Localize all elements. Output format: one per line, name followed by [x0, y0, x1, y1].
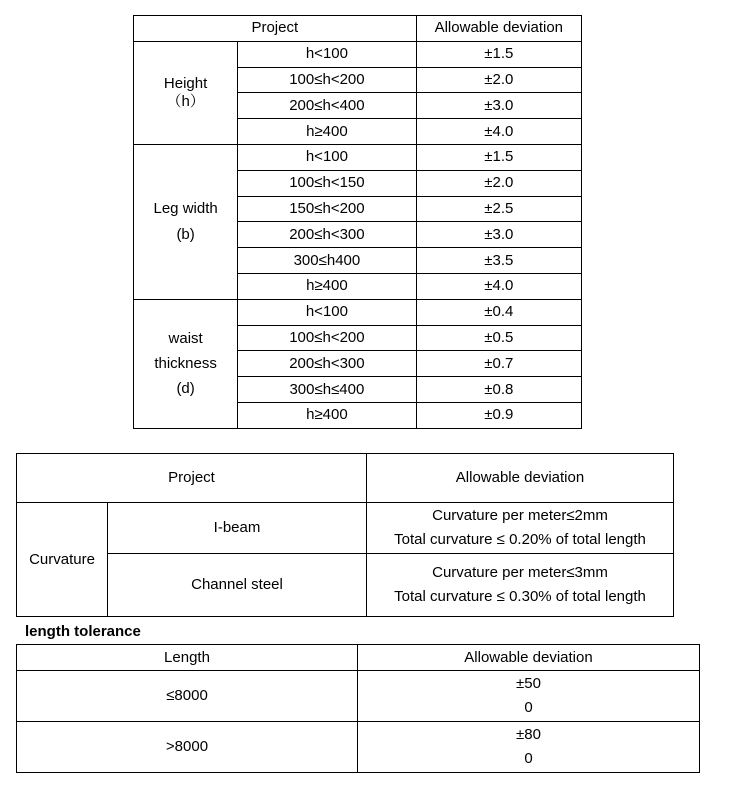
group-label-leg-width [134, 144, 238, 299]
table-row [17, 722, 700, 773]
deviation-lower-value: 0 [524, 699, 533, 716]
range-cell: 200≤h<300 [238, 351, 416, 377]
deviation-cell: ±2.5 [416, 196, 581, 222]
range-cell: h<100 [238, 41, 416, 67]
deviation-upper [358, 672, 699, 696]
range-cell: h<100 [238, 144, 416, 170]
deviation-cell: ±0.8 [416, 377, 581, 403]
table-row [17, 554, 674, 617]
header-project: Project [134, 16, 417, 42]
curvature-table [16, 453, 674, 617]
deviation-upper [358, 723, 699, 747]
group-label-line: （h） [166, 92, 205, 110]
deviation-upper-value: ±80 [516, 726, 541, 743]
header-deviation: Allowable deviation [358, 645, 700, 671]
deviation-cell: ±4.0 [416, 119, 581, 145]
range-cell: h≥400 [238, 119, 416, 145]
length-tolerance-table [16, 644, 700, 773]
deviation-line: Total curvature ≤ 0.20% of total length [394, 531, 646, 548]
group-label-line: (b) [176, 225, 195, 243]
deviation-line: Total curvature ≤ 0.30% of total length [394, 588, 646, 605]
group-label-line: Leg width [153, 199, 218, 217]
group-label-waist-thickness [134, 299, 238, 428]
table-row [134, 41, 582, 67]
deviation-cell [358, 671, 700, 722]
deviation-cell: ±0.4 [416, 299, 581, 325]
deviation-line: Curvature per meter≤3mm [432, 564, 608, 581]
range-cell: 200≤h<300 [238, 222, 416, 248]
range-cell: h≥400 [238, 273, 416, 299]
deviation-lower [358, 696, 699, 720]
range-cell: h≥400 [238, 402, 416, 428]
deviation-cell: ±0.9 [416, 402, 581, 428]
dimension-tolerance-table [133, 15, 582, 429]
header-length: Length [17, 645, 358, 671]
table-row [17, 503, 674, 554]
group-label-line: thickness [154, 355, 217, 373]
steel-type-cell: I-beam [108, 503, 367, 554]
steel-type-cell: Channel steel [108, 554, 367, 617]
deviation-upper-value: ±50 [516, 675, 541, 692]
deviation-cell: ±1.5 [416, 41, 581, 67]
deviation-cell: ±3.0 [416, 222, 581, 248]
table-row [134, 144, 582, 170]
group-label-line: (d) [176, 380, 195, 398]
length-tolerance-heading: length tolerance [25, 623, 141, 640]
range-cell: 100≤h<200 [238, 325, 416, 351]
deviation-cell [358, 722, 700, 773]
deviation-cell: ±0.5 [416, 325, 581, 351]
deviation-lower [358, 747, 699, 771]
range-cell: 100≤h<200 [238, 67, 416, 93]
range-cell: 300≤h400 [238, 248, 416, 274]
header-deviation: Allowable deviation [416, 16, 581, 42]
range-cell: 200≤h<400 [238, 93, 416, 119]
range-cell: 150≤h<200 [238, 196, 416, 222]
length-cell: ≤8000 [17, 671, 358, 722]
deviation-cell: ±2.0 [416, 170, 581, 196]
deviation-cell: ±0.7 [416, 351, 581, 377]
deviation-cell: ±3.5 [416, 248, 581, 274]
deviation-line: Curvature per meter≤2mm [432, 507, 608, 524]
table-header-row [17, 645, 700, 671]
header-project: Project [17, 454, 367, 503]
group-label-curvature: Curvature [17, 503, 108, 617]
deviation-cell: ±4.0 [416, 273, 581, 299]
deviation-cell: ±2.0 [416, 67, 581, 93]
range-cell: h<100 [238, 299, 416, 325]
deviation-lower-value: 0 [524, 750, 533, 767]
deviation-cell [367, 554, 674, 617]
table-row [134, 299, 582, 325]
header-deviation: Allowable deviation [367, 454, 674, 503]
length-cell: >8000 [17, 722, 358, 773]
deviation-cell [367, 503, 674, 554]
group-label-line: waist [168, 330, 203, 348]
range-cell: 300≤h≤400 [238, 377, 416, 403]
deviation-cell: ±3.0 [416, 93, 581, 119]
range-cell: 100≤h<150 [238, 170, 416, 196]
deviation-cell: ±1.5 [416, 144, 581, 170]
table-header-row [134, 16, 582, 42]
table-header-row [17, 454, 674, 503]
group-label-height [134, 41, 238, 144]
table-row [17, 671, 700, 722]
group-label-line: Height [163, 74, 208, 92]
